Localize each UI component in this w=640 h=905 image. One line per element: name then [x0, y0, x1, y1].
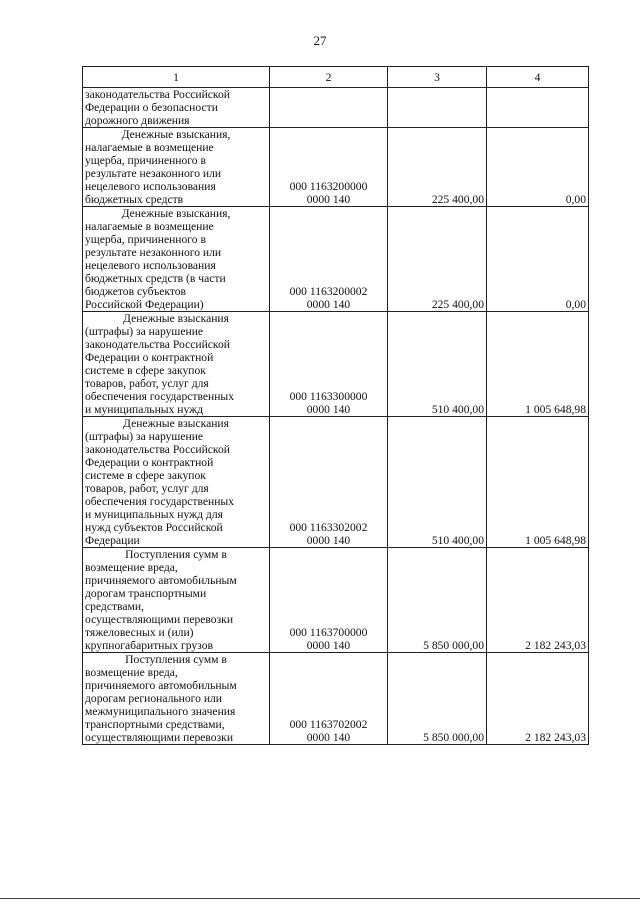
revenue-name-line: налагаемые в возмещение — [85, 220, 214, 233]
budget-code-line: 000 1163700000 — [289, 626, 368, 639]
planned-amount-cell: 510 400,00 — [388, 312, 487, 417]
revenue-name-line: Денежные взыскания — [123, 417, 229, 430]
budget-code-line: 0000 140 — [306, 731, 351, 744]
budget-code-cell — [270, 207, 388, 312]
budget-code-line: 0000 140 — [306, 534, 351, 547]
revenue-name-line: результате незаконного или — [85, 246, 222, 259]
planned-amount-cell: 510 400,00 — [388, 417, 487, 548]
planned-amount-cell: 5 850 000,00 — [388, 548, 487, 653]
revenue-name-line: бюджетных средств (в части — [85, 272, 226, 285]
revenue-name-line: дорогам транспортными — [85, 587, 207, 600]
revenue-name-line: обеспечения государственных — [85, 495, 235, 508]
planned-amount-cell: 225 400,00 — [388, 128, 487, 207]
budget-code-line: 0000 140 — [306, 298, 351, 311]
revenue-name-cell — [83, 128, 270, 207]
budget-code-line: 0000 140 — [306, 403, 351, 416]
revenue-name-line: обеспечения государственных — [85, 390, 235, 403]
revenue-name-line: Денежные взыскания — [123, 312, 229, 325]
revenue-name-line: системе в сфере закупок — [85, 364, 206, 377]
revenue-name-line: и муниципальных нужд для — [85, 508, 223, 521]
revenue-name-line: ущерба, причиненного в — [85, 233, 206, 246]
revenue-name-line: нужд субъектов Российской — [85, 521, 223, 534]
table-body — [83, 88, 589, 745]
revenue-name-line: крупногабаритных грузов — [85, 639, 213, 652]
revenue-name-line: нецелевого использования — [85, 259, 216, 272]
column-header-2: 2 — [270, 67, 388, 88]
revenue-name-line: (штрафы) за нарушение — [85, 430, 204, 443]
revenue-name-line: дорожного движения — [85, 114, 190, 127]
table-row — [83, 88, 589, 128]
actual-amount-cell: 2 182 243,03 — [487, 653, 589, 745]
actual-amount-cell: 0,00 — [487, 207, 589, 312]
budget-table — [82, 66, 589, 745]
actual-amount-cell: 2 182 243,03 — [487, 548, 589, 653]
planned-amount-cell — [388, 88, 487, 128]
planned-amount-cell: 225 400,00 — [388, 207, 487, 312]
revenue-name-line: Поступления сумм в — [125, 548, 227, 561]
revenue-name-line: тяжеловесных и (или) — [85, 626, 194, 639]
revenue-name-line: причиняемого автомобильным — [85, 679, 237, 692]
revenue-name-line: и муниципальных нужд — [85, 403, 204, 416]
revenue-name-cell — [83, 548, 270, 653]
revenue-name-line: законодательства Российской — [85, 443, 230, 456]
revenue-name-cell — [83, 88, 270, 128]
revenue-name-cell — [83, 417, 270, 548]
revenue-name-line: Российской Федерации) — [85, 298, 204, 311]
revenue-name-line: межмуниципального значения — [85, 705, 236, 718]
budget-code-line: 000 1163200000 — [289, 180, 368, 193]
revenue-name-line: Федерации — [85, 534, 140, 547]
revenue-name-line: причиняемого автомобильным — [85, 574, 237, 587]
budget-code-cell — [270, 417, 388, 548]
column-header-4: 4 — [487, 67, 589, 88]
table-row — [83, 548, 589, 653]
revenue-name-line: законодательства Российской — [85, 88, 230, 101]
revenue-name-line: результате незаконного или — [85, 167, 222, 180]
table-row — [83, 207, 589, 312]
revenue-name-line: налагаемые в возмещение — [85, 141, 214, 154]
revenue-name-line: Денежные взыскания, — [121, 128, 231, 141]
revenue-name-line: (штрафы) за нарушение — [85, 325, 204, 338]
budget-code-cell — [270, 128, 388, 207]
revenue-name-line: бюджетных средств — [85, 193, 184, 206]
revenue-name-line: нецелевого использования — [85, 180, 216, 193]
revenue-name-line: транспортными средствами, — [85, 718, 225, 731]
revenue-name-line: возмещение вреда, — [85, 666, 178, 679]
revenue-name-line: товаров, работ, услуг для — [85, 482, 209, 495]
budget-code-cell — [270, 548, 388, 653]
revenue-name-line: товаров, работ, услуг для — [85, 377, 209, 390]
page-number: 27 — [313, 33, 327, 48]
budget-code-line: 000 1163200002 — [289, 285, 368, 298]
page-bottom-edge — [0, 898, 640, 899]
revenue-name-line: ущерба, причиненного в — [85, 154, 206, 167]
header-row — [83, 67, 589, 88]
revenue-name-line: осуществляющими перевозки — [85, 613, 234, 626]
actual-amount-cell: 0,00 — [487, 128, 589, 207]
actual-amount-cell — [487, 88, 589, 128]
revenue-name-line: бюджетов субъектов — [85, 285, 187, 298]
revenue-name-line: осуществляющими перевозки — [85, 731, 234, 744]
revenue-name-cell — [83, 207, 270, 312]
revenue-name-line: средствами, — [85, 600, 144, 613]
revenue-name-line: Федерации о контрактной — [85, 456, 214, 469]
budget-code-line: 000 1163702002 — [289, 718, 368, 731]
planned-amount-cell: 5 850 000,00 — [388, 653, 487, 745]
revenue-name-line: Федерации о безопасности — [85, 101, 218, 114]
budget-code-line: 000 1163300000 — [289, 390, 368, 403]
revenue-name-line: системе в сфере закупок — [85, 469, 206, 482]
revenue-name-line: Денежные взыскания, — [121, 207, 231, 220]
budget-code-cell — [270, 653, 388, 745]
revenue-name-line: законодательства Российской — [85, 338, 230, 351]
revenue-name-line: Поступления сумм в — [125, 653, 227, 666]
budget-code-cell — [270, 312, 388, 417]
budget-code-cell — [270, 88, 388, 128]
column-header-1: 1 — [83, 67, 270, 88]
actual-amount-cell: 1 005 648,98 — [487, 312, 589, 417]
budget-code-line: 0000 140 — [306, 639, 351, 652]
actual-amount-cell: 1 005 648,98 — [487, 417, 589, 548]
table-row — [83, 128, 589, 207]
revenue-name-cell — [83, 653, 270, 745]
revenue-name-line: Федерации о контрактной — [85, 351, 214, 364]
revenue-name-line: дорогам регионального или — [85, 692, 223, 705]
column-header-3: 3 — [388, 67, 487, 88]
budget-code-line: 000 1163302002 — [289, 521, 368, 534]
table-row — [83, 417, 589, 548]
revenue-name-line: возмещение вреда, — [85, 561, 178, 574]
table-row — [83, 312, 589, 417]
table-row — [83, 653, 589, 745]
revenue-name-cell — [83, 312, 270, 417]
budget-code-line: 0000 140 — [306, 193, 351, 206]
